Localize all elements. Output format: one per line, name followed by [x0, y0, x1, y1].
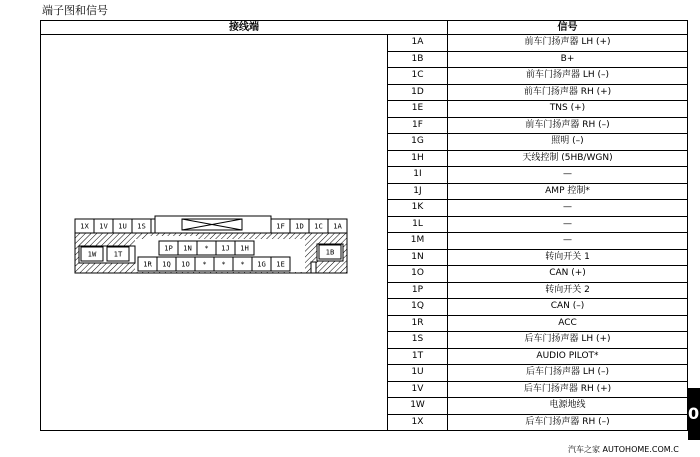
connector-pin-label: *	[240, 259, 245, 269]
pin-cell: 1F	[388, 117, 448, 134]
signal-cell: CAN (–)	[448, 299, 688, 316]
connector-pin	[252, 257, 271, 271]
connector-pin-label: 1D	[295, 221, 304, 231]
connector-pin	[157, 257, 176, 271]
signal-cell: TNS (+)	[448, 101, 688, 118]
pin-cell: 1T	[388, 348, 448, 365]
signal-cell: CAN (+)	[448, 266, 688, 283]
table-header-row	[41, 21, 688, 35]
signal-cell: 前车门扬声器 LH (–)	[448, 68, 688, 85]
connector-pin-label: 1G	[257, 259, 266, 269]
connector-pin-label: 1C	[314, 221, 323, 231]
signal-cell: —	[448, 233, 688, 250]
connector-pin-label: *	[221, 259, 226, 269]
connector-pin-label: *	[202, 259, 207, 269]
table-row	[41, 35, 688, 52]
pin-cell: 1X	[388, 414, 448, 431]
connector-pin-label: 1E	[276, 259, 285, 269]
pin-cell: 1D	[388, 84, 448, 101]
signal-cell: 后车门扬声器 LH (–)	[448, 365, 688, 382]
connector-pin-label: 1J	[221, 243, 230, 253]
connector-pin	[132, 219, 151, 233]
signal-cell: —	[448, 200, 688, 217]
signal-cell: AUDIO PILOT*	[448, 348, 688, 365]
connector-pin	[271, 219, 290, 233]
connector-pin-label: 1H	[240, 243, 249, 253]
signal-cell: 前车门扬声器 RH (+)	[448, 84, 688, 101]
connector-pin	[138, 257, 157, 271]
pin-cell: 1R	[388, 315, 448, 332]
pin-cell: 1P	[388, 282, 448, 299]
signal-cell: —	[448, 167, 688, 184]
signal-cell: 天线控制 (5HB/WGN)	[448, 150, 688, 167]
connector-pin	[159, 241, 178, 255]
connector-pin-label: 1B	[325, 247, 335, 257]
connector-pin-label: 1Q	[162, 259, 171, 269]
connector-pin-label: 1S	[137, 221, 146, 231]
pin-cell: 1E	[388, 101, 448, 118]
signal-cell: 照明 (–)	[448, 134, 688, 151]
connector-pin-label: 1R	[143, 259, 152, 269]
signal-cell: ACC	[448, 315, 688, 332]
pin-cell: 1L	[388, 216, 448, 233]
pin-cell: 1M	[388, 233, 448, 250]
connector-pin	[75, 219, 94, 233]
connector-pin	[197, 241, 216, 255]
connector-pin	[235, 241, 254, 255]
connector-pin	[107, 247, 129, 261]
pin-cell: 1Q	[388, 299, 448, 316]
connector-pin-label: 1N	[183, 243, 192, 253]
signal-cell: 电源地线	[448, 398, 688, 415]
connector-pin-label: 1W	[87, 249, 97, 259]
connector-pin	[81, 247, 103, 261]
header-terminal: 接线端	[41, 21, 448, 35]
pin-cell: 1S	[388, 332, 448, 349]
connector-pin	[309, 219, 328, 233]
connector-diagram	[35, 176, 355, 276]
connector-pin-label: *	[204, 243, 209, 253]
connector-pin-label: 1O	[181, 259, 190, 269]
connector-pin	[233, 257, 252, 271]
pin-cell: 1C	[388, 68, 448, 85]
signal-cell: 前车门扬声器 LH (+)	[448, 35, 688, 52]
connector-pin-label: 1F	[276, 221, 285, 231]
pin-cell: 1A	[388, 35, 448, 52]
pin-cell: 1B	[388, 51, 448, 68]
connector-pin-label: 1A	[333, 221, 342, 231]
connector-pin-label: 1V	[99, 221, 108, 231]
pin-cell: 1U	[388, 365, 448, 382]
connector-pin	[271, 257, 290, 271]
connector-pin	[216, 241, 235, 255]
pin-cell: 1J	[388, 183, 448, 200]
connector-pin	[214, 257, 233, 271]
section-tab: 0	[688, 388, 700, 440]
connector-pin	[176, 257, 195, 271]
signal-cell: 转向开关 2	[448, 282, 688, 299]
signal-cell: 后车门扬声器 LH (+)	[448, 332, 688, 349]
pin-cell: 1G	[388, 134, 448, 151]
signal-cell: 后车门扬声器 RH (+)	[448, 381, 688, 398]
pin-cell: 1I	[388, 167, 448, 184]
connector-pin-label: 1X	[80, 221, 89, 231]
signal-cell: AMP 控制*	[448, 183, 688, 200]
connector-pin-label: 1T	[113, 249, 123, 259]
connector-pin	[113, 219, 132, 233]
connector-pin-label: 1P	[164, 243, 173, 253]
pin-cell: 1W	[388, 398, 448, 415]
watermark-text: 汽车之家 AUTOHOME.COM.C	[568, 445, 679, 454]
pin-cell: 1V	[388, 381, 448, 398]
page-title: 端子图和信号	[42, 4, 108, 17]
signal-cell: 后车门扬声器 RH (–)	[448, 414, 688, 431]
pin-cell: 1H	[388, 150, 448, 167]
connector-pin	[319, 245, 341, 259]
pin-cell: 1N	[388, 249, 448, 266]
pin-cell: 1K	[388, 200, 448, 217]
header-signal: 信号	[448, 21, 688, 35]
connector-pin	[94, 219, 113, 233]
signal-cell: —	[448, 216, 688, 233]
signal-cell: 转向开关 1	[448, 249, 688, 266]
connector-pin	[290, 219, 309, 233]
connector-pin	[195, 257, 214, 271]
pin-cell: 1O	[388, 266, 448, 283]
signal-cell: 前车门扬声器 RH (–)	[448, 117, 688, 134]
signal-cell: B+	[448, 51, 688, 68]
connector-pin-label: 1U	[118, 221, 127, 231]
connector-pin	[328, 219, 347, 233]
connector-pin	[178, 241, 197, 255]
